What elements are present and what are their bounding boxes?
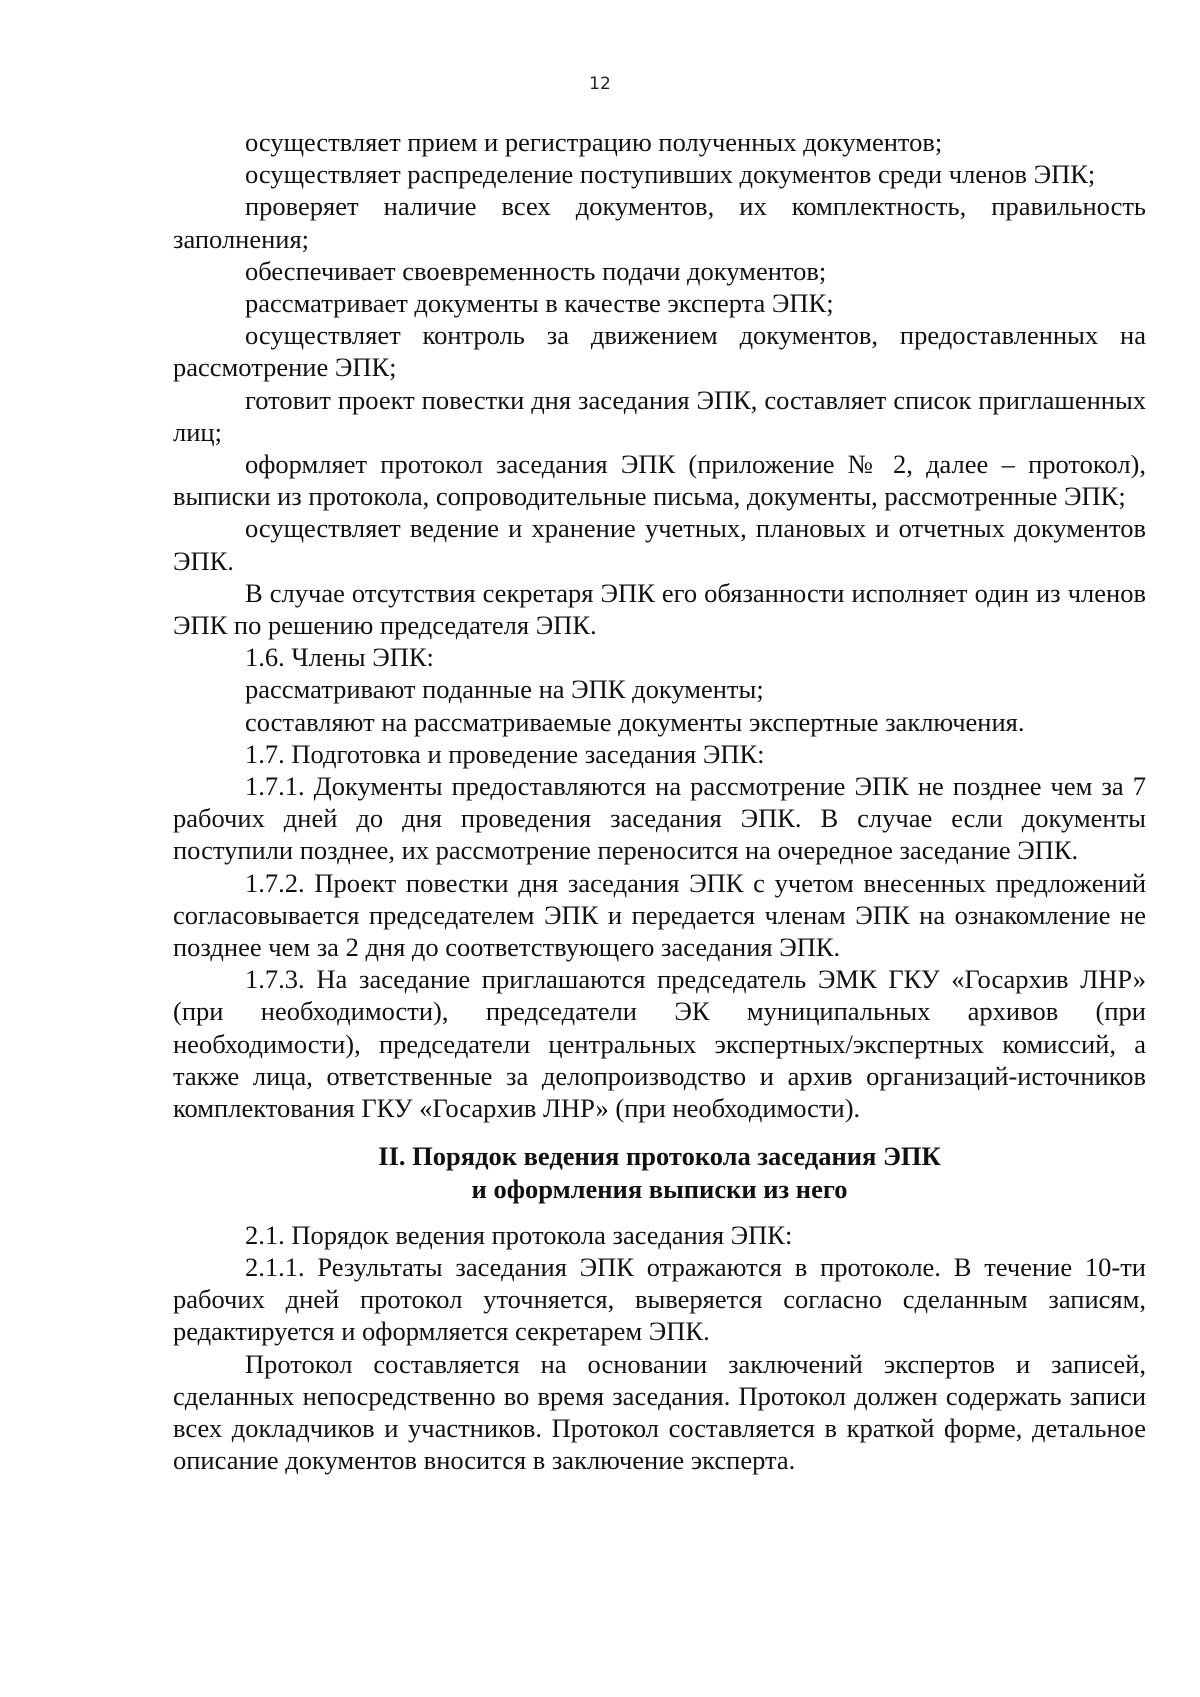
paragraph: осуществляет прием и регистрацию полученных документов; xyxy=(245,127,943,157)
paragraph: составляют на рассматриваемые документы экспертные заключения. xyxy=(245,706,1025,737)
paragraph: осуществляет ведение и хранение учетных, плановых и отчетных документов ЭПК. xyxy=(173,513,1146,576)
paragraph: осуществляет распределение поступивших документов среди членов ЭПК; xyxy=(245,159,1096,190)
paragraph: 1.7.3. На заседание приглашаются председатель ЭМК ГКУ «Госархив ЛНР» (при необходимости), председатели ЭК муниципальных архивов (при необходимости), председатели центральных экспертных/экспертных комиссий, а также лица, ответственные за делопроизводство и архив организаций-источников комплектования ГКУ «Госархив ЛНР» (при необходимости). xyxy=(173,964,1146,1124)
paragraph: проверяет наличие всех документов, их комплектность, правильность заполнения; xyxy=(173,191,1146,254)
paragraph: готовит проект повестки дня заседания ЭПК, составляет список приглашенных лиц; xyxy=(173,384,1146,447)
paragraph: оформляет протокол заседания ЭПК (приложение № 2, далее – протокол), выписки из протокола, сопроводительные письма, документы, рассмотренные ЭПК; xyxy=(173,449,1146,512)
paragraph: рассматривает документы в качестве эксперта ЭПК; xyxy=(245,288,834,319)
page-number: 12 xyxy=(589,74,611,94)
paragraph: 2.1.1. Результаты заседания ЭПК отражаются в протоколе. В течение 10-ти рабочих дней протокол уточняется, выверяется согласно сделанным записям, редактируется и оформляется секретарем ЭПК. xyxy=(173,1251,1146,1347)
paragraph: 1.7.1. Документы предоставляются на рассмотрение ЭПК не позднее чем за 7 рабочих дней до дня проведения заседания ЭПК. В случае если документы поступили позднее, их рассмотрение переносится на очередное заседание ЭПК. xyxy=(173,771,1146,866)
paragraph: 2.1. Порядок ведения протокола заседания ЭПК: xyxy=(245,1219,793,1250)
paragraph: Протокол составляется на основании заключений экспертов и записей, сделанных непосредственно во время заседания. Протокол должен содержать записи всех докладчиков и участников. Протокол составляется в краткой форме, детальное описание документов вносится в заключение эксперта. xyxy=(173,1348,1146,1476)
paragraph: 1.6. Члены ЭПК: xyxy=(245,642,434,673)
paragraph: рассматривают поданные на ЭПК документы; xyxy=(245,674,764,705)
document-body xyxy=(173,126,1146,1476)
section-heading xyxy=(173,1140,1146,1204)
section-heading-line: II. Порядок ведения протокола заседания ЭПК xyxy=(378,1141,941,1172)
paragraph: обеспечивает своевременность подачи документов; xyxy=(245,255,827,286)
paragraph: осуществляет контроль за движением документов, предоставленных на рассмотрение ЭПК; xyxy=(173,320,1146,383)
section-heading-line: и оформления выписки из него xyxy=(471,1173,848,1204)
paragraph: В случае отсутствия секретаря ЭПК его обязанности исполняет один из членов ЭПК по решению председателя ЭПК. xyxy=(173,577,1146,641)
paragraph: 1.7.2. Проект повестки дня заседания ЭПК с учетом внесенных предложений согласовывается председателем ЭПК и передается членам ЭПК на ознакомление не позднее чем за 2 дня до соответствующего заседания ЭПК. xyxy=(173,867,1146,963)
paragraph: 1.7. Подготовка и проведение заседания ЭПК: xyxy=(245,738,765,769)
